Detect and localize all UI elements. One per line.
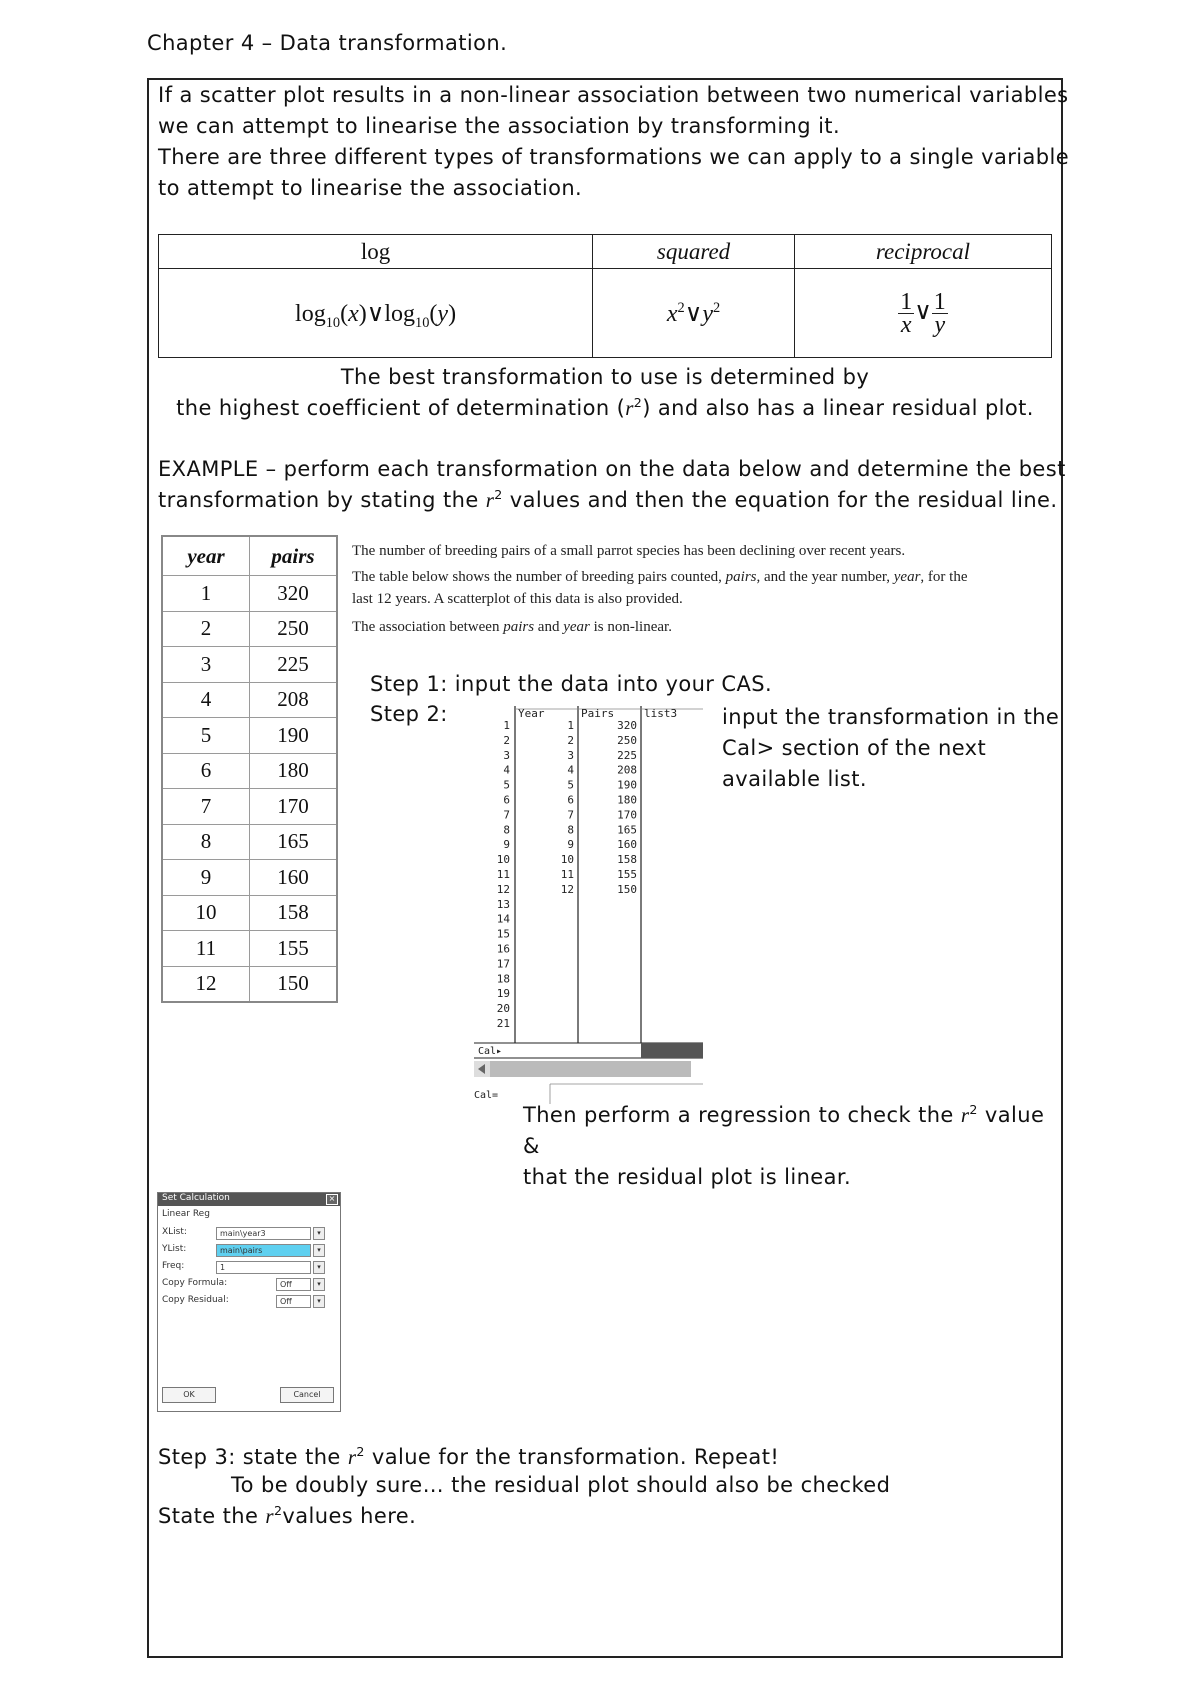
cas-row-number: 16 xyxy=(496,942,510,956)
problem-text: last 12 years. A scatterplot of this data is also provided. xyxy=(352,591,683,607)
freq-field[interactable]: 1 xyxy=(216,1261,311,1274)
squared-transform-cell xyxy=(593,269,795,358)
step-2-note-line: input the transformation in the xyxy=(722,705,1060,729)
pairs-cell: 190 xyxy=(250,718,338,754)
table-row xyxy=(162,824,337,860)
cas-pairs-cell: 158 xyxy=(617,853,637,867)
log-transform-cell: $\log_{10}(x)\vee\log_{10}(y)$ xyxy=(159,269,593,358)
problem-var: pairs xyxy=(503,619,535,635)
cas-row-number: 17 xyxy=(496,957,510,971)
table-row xyxy=(162,895,337,931)
cas-cal-input-label: Cal= xyxy=(474,1090,499,1101)
cas-pairs-cell: 250 xyxy=(617,733,637,747)
cas-row-number: 14 xyxy=(496,912,510,926)
year-cell: 1 xyxy=(162,576,250,612)
cas-pairs-cell: 190 xyxy=(617,778,637,792)
copy-residual-label: Copy Residual: xyxy=(162,1295,229,1305)
cas-year-cell: 9 xyxy=(567,838,574,852)
problem-text: , for the xyxy=(920,569,968,585)
cas-year-cell: 4 xyxy=(567,763,574,777)
frac-num: 1 xyxy=(933,288,946,315)
best-line: The best transformation to use is determined by xyxy=(340,365,870,389)
cas-col-header-year: Year xyxy=(518,707,545,720)
close-icon[interactable]: × xyxy=(326,1194,338,1205)
col-header-year: year xyxy=(162,536,250,576)
copy-formula-select[interactable]: Off xyxy=(276,1278,311,1291)
step-2: Step 2: xyxy=(370,702,448,726)
exp: 2 xyxy=(633,395,643,410)
best-text: ) and also has a linear residual plot. xyxy=(642,396,1034,420)
set-calculation-dialog xyxy=(157,1192,341,1412)
cas-year-cell: 6 xyxy=(567,793,574,807)
cas-pairs-cell: 225 xyxy=(617,748,637,762)
cas-pairs-cell: 150 xyxy=(617,882,637,896)
xlist-label: XList: xyxy=(162,1227,187,1237)
ylist-field[interactable]: main\pairs xyxy=(216,1244,311,1257)
problem-text: and xyxy=(534,619,564,635)
pairs-cell: 208 xyxy=(250,682,338,718)
cas-year-cell: 7 xyxy=(567,808,574,822)
intro-line: If a scatter plot results in a non-linear association between two numerical variables xyxy=(158,83,1069,107)
sq-y: y xyxy=(702,300,713,327)
intro-line: we can attempt to linearise the association by transforming it. xyxy=(158,114,841,138)
cas-year-cell: 3 xyxy=(567,748,574,762)
problem-text: , and the year number, xyxy=(756,569,894,585)
sq-x: x xyxy=(666,300,678,327)
cas-col-header-pairs: Pairs xyxy=(581,707,615,720)
step-3 xyxy=(158,1442,779,1473)
pairs-cell: 170 xyxy=(250,789,338,825)
cas-row-number: 9 xyxy=(503,838,510,852)
cas-row-number: 19 xyxy=(496,987,510,1001)
cas-row-number: 3 xyxy=(503,748,510,762)
problem-paragraph-1: The number of breeding pairs of a small parrot species has been declining over recent years. xyxy=(352,543,906,559)
cas-row-number: 15 xyxy=(496,927,510,941)
reciprocal-transform-cell xyxy=(794,269,1051,358)
pairs-cell: 250 xyxy=(250,611,338,647)
table-row xyxy=(162,753,337,789)
r-symbol: r xyxy=(960,1103,970,1127)
cas-row-number: 18 xyxy=(496,972,510,986)
table-row xyxy=(162,789,337,825)
cas-row-number: 6 xyxy=(503,793,510,807)
cancel-button[interactable]: Cancel xyxy=(280,1387,334,1403)
cas-row-number: 2 xyxy=(503,733,510,747)
year-cell: 2 xyxy=(162,611,250,647)
cas-col-header-list3: list3 xyxy=(644,707,678,720)
header-log: log xyxy=(159,235,593,269)
best-text: the highest coefficient of determination ( xyxy=(176,396,626,420)
pairs-cell: 320 xyxy=(250,576,338,612)
pairs-cell: 155 xyxy=(250,931,338,967)
year-cell: 11 xyxy=(162,931,250,967)
exp: 2 xyxy=(356,1444,365,1459)
r-symbol: r xyxy=(347,1445,357,1469)
year-cell: 3 xyxy=(162,647,250,683)
table-row xyxy=(162,682,337,718)
problem-var: pairs xyxy=(725,569,757,585)
regression-line xyxy=(523,1100,1063,1162)
state-text: State the xyxy=(158,1504,266,1528)
cas-pairs-cell: 155 xyxy=(617,868,637,881)
table-row xyxy=(162,718,337,754)
example-line xyxy=(158,485,1066,516)
transformations-table xyxy=(158,234,1052,358)
state-values-prompt xyxy=(158,1504,416,1529)
freq-label: Freq: xyxy=(162,1261,185,1271)
cas-pairs-cell: 160 xyxy=(617,838,637,852)
col-header-pairs: pairs xyxy=(250,536,338,576)
cas-year-cell: 8 xyxy=(567,823,574,837)
log-x: x xyxy=(348,300,359,327)
log-fn: log xyxy=(384,300,416,327)
year-cell: 9 xyxy=(162,860,250,896)
example-line: EXAMPLE – perform each transformation on the data below and determine the best xyxy=(158,457,1066,481)
pairs-cell: 225 xyxy=(250,647,338,683)
cas-row-number: 12 xyxy=(496,882,510,896)
problem-var: year xyxy=(893,569,921,585)
cas-year-cell: 11 xyxy=(560,868,574,881)
best-line xyxy=(158,393,1052,424)
log-sep: ∨ xyxy=(366,300,385,327)
regression-line: that the residual plot is linear. xyxy=(523,1165,852,1189)
reciprocal-y-fraction xyxy=(932,288,948,338)
regression-text: value & xyxy=(523,1103,1045,1158)
xlist-dropdown-icon[interactable]: ▾ xyxy=(313,1227,325,1240)
freq-dropdown-icon[interactable]: ▾ xyxy=(313,1261,325,1274)
step-2-note-line: available list. xyxy=(722,767,867,791)
example-text-part: transformation by stating the xyxy=(158,488,486,512)
copy-residual-select[interactable]: Off xyxy=(276,1295,311,1308)
year-cell: 5 xyxy=(162,718,250,754)
log-base: 10 xyxy=(415,314,430,331)
state-text: values here. xyxy=(282,1504,417,1528)
step-2-note xyxy=(722,702,1062,795)
cas-pairs-cell: 170 xyxy=(617,808,637,822)
recip-sep: ∨ xyxy=(914,298,932,325)
log-base: 10 xyxy=(325,314,341,331)
regression-text: Then perform a regression to check the xyxy=(523,1103,961,1127)
table-row xyxy=(162,576,337,612)
pairs-cell: 158 xyxy=(250,895,338,931)
step-3-text: value for the transformation. Repeat! xyxy=(364,1445,780,1469)
year-cell: 4 xyxy=(162,682,250,718)
intro-line: to attempt to linearise the association. xyxy=(158,176,583,200)
intro-text xyxy=(158,80,1069,204)
cas-row-number: 1 xyxy=(503,719,510,732)
sq-exp: 2 xyxy=(677,299,685,316)
dialog-titlebar xyxy=(158,1193,340,1206)
exp: 2 xyxy=(273,1503,283,1518)
pairs-cell: 160 xyxy=(250,860,338,896)
intro-line: There are three different types of transformations we can apply to a single variable xyxy=(158,145,1070,169)
copy-formula-label: Copy Formula: xyxy=(162,1278,228,1288)
log-fn: log xyxy=(295,300,326,327)
chapter-title: Chapter 4 – Data transformation. xyxy=(147,31,508,55)
pairs-cell: 165 xyxy=(250,824,338,860)
cas-year-cell: 1 xyxy=(567,719,574,732)
year-cell: 6 xyxy=(162,753,250,789)
year-cell: 10 xyxy=(162,895,250,931)
table-row xyxy=(162,931,337,967)
copy-residual-dropdown-icon[interactable]: ▾ xyxy=(313,1295,325,1308)
year-cell: 7 xyxy=(162,789,250,825)
table-row xyxy=(162,860,337,896)
problem-var: year xyxy=(563,619,590,635)
exp: 2 xyxy=(494,487,503,502)
header-reciprocal: reciprocal xyxy=(794,235,1051,269)
sq-sep: ∨ xyxy=(684,300,703,327)
header-squared: squared xyxy=(593,235,795,269)
cas-row-number: 8 xyxy=(503,823,510,837)
ok-button[interactable]: OK xyxy=(162,1387,216,1403)
exp: 2 xyxy=(969,1102,978,1117)
dialog-title: Set Calculation xyxy=(162,1193,230,1203)
cas-row-number: 21 xyxy=(496,1017,510,1030)
cas-pairs-cell: 208 xyxy=(617,763,637,777)
cas-pairs-cell: 165 xyxy=(617,823,637,837)
r-symbol: r xyxy=(485,488,495,512)
problem-paragraph-2 xyxy=(352,566,1052,610)
cas-spreadsheet-screen xyxy=(470,706,715,1111)
table-row xyxy=(162,647,337,683)
step-3-text: Step 3: state the xyxy=(158,1445,348,1469)
copy-formula-dropdown-icon[interactable]: ▾ xyxy=(313,1278,325,1291)
cas-row-number: 13 xyxy=(496,897,510,911)
year-pairs-table xyxy=(161,535,338,1003)
cas-row-number: 5 xyxy=(503,778,510,792)
problem-text: is non-linear. xyxy=(589,619,672,635)
step-2-note-line: Cal> section of the next xyxy=(722,736,987,760)
xlist-field[interactable]: main\year3 xyxy=(216,1227,311,1240)
reg-type-label: Linear Reg xyxy=(162,1209,210,1219)
example-text-part: values and then the equation for the residual line. xyxy=(502,488,1058,512)
sq-exp: 2 xyxy=(712,299,721,316)
reciprocal-x-fraction xyxy=(898,288,914,338)
cas-row-number: 4 xyxy=(503,763,510,777)
log-y: y xyxy=(437,300,449,327)
cas-pairs-cell: 320 xyxy=(617,719,637,732)
best-transformation-text xyxy=(158,362,1052,424)
cas-year-cell: 5 xyxy=(567,778,574,792)
frac-den: y xyxy=(934,311,946,338)
cas-row-number: 7 xyxy=(503,808,510,822)
cas-row-number: 10 xyxy=(496,853,510,867)
cas-pairs-cell: 180 xyxy=(617,793,637,807)
year-cell: 12 xyxy=(162,966,250,1002)
frac-num: 1 xyxy=(900,288,913,315)
cas-row-number: 20 xyxy=(496,1002,510,1016)
year-cell: 8 xyxy=(162,824,250,860)
frac-den: x xyxy=(900,311,912,338)
cas-cal-row-label: Cal▸ xyxy=(478,1046,503,1057)
problem-text: The table below shows the number of breeding pairs counted, xyxy=(352,569,726,585)
cas-row-number: 11 xyxy=(496,868,510,881)
problem-paragraph-3 xyxy=(352,616,1052,638)
r-symbol: r xyxy=(265,1504,274,1528)
pairs-cell: 180 xyxy=(250,753,338,789)
regression-note xyxy=(523,1100,1063,1193)
cas-year-cell: 2 xyxy=(567,733,574,747)
cas-year-cell: 12 xyxy=(560,882,574,896)
ylist-label: YList: xyxy=(162,1244,187,1254)
ylist-dropdown-icon[interactable]: ▾ xyxy=(313,1244,325,1257)
example-text xyxy=(158,454,1066,516)
table-row xyxy=(162,611,337,647)
r-symbol: r xyxy=(625,396,634,420)
double-check-note: To be doubly sure… the residual plot should also be checked xyxy=(231,1473,891,1497)
step-1: Step 1: input the data into your CAS. xyxy=(370,672,773,696)
table-row xyxy=(162,966,337,1002)
cas-scrollbar[interactable] xyxy=(474,1061,691,1077)
problem-text: The association between xyxy=(352,619,504,635)
cas-year-cell: 10 xyxy=(560,853,574,867)
pairs-cell: 150 xyxy=(250,966,338,1002)
